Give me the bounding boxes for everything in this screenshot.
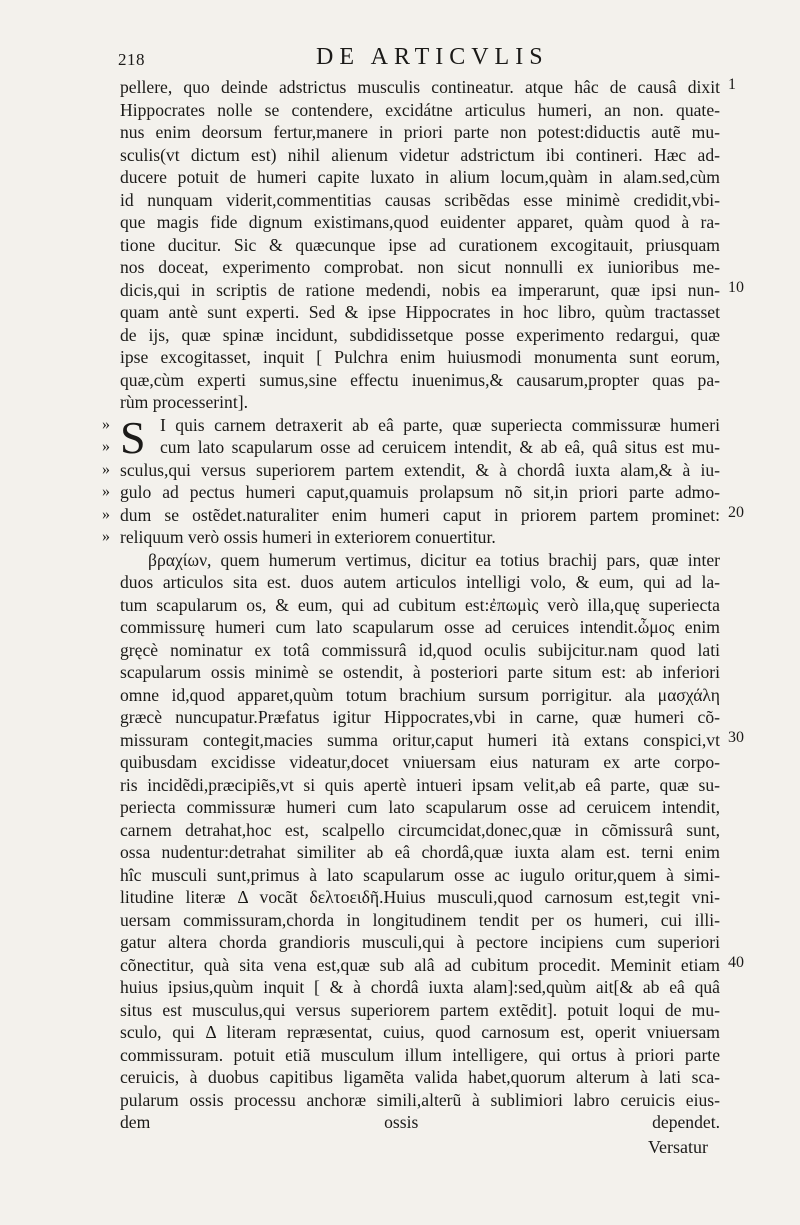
page-number: 218 bbox=[118, 50, 145, 69]
line-text: ossa nudentur:detrahat similiter ab eâ chordâ,quæ iuxta alam est. terni enim bbox=[120, 842, 720, 862]
line-text: quibusdam excidisse videatur,docet vniuersam eius naturam ex arte corpo- bbox=[120, 752, 720, 772]
line-text: omne id,quod apparet,quùm totum brachium sursum porrigitur. ala μασχάλη bbox=[120, 684, 720, 705]
line-text: duos articulos sita est. duos autem articulos intelligi volo, & eum, qui ad la- bbox=[120, 572, 720, 592]
line-text: nos doceat, experimento comprobat. non sicut nonnulli ex iunioribus me- bbox=[120, 257, 720, 277]
line-text: situs est musculus,qui versus superiorem partem extẽdit]. potuit loqui de mu- bbox=[120, 999, 720, 1020]
page-header bbox=[118, 44, 720, 74]
catchword: Versatur bbox=[648, 1137, 708, 1157]
text-line bbox=[120, 706, 720, 729]
line-text: tum scapularum os, & eum, qui ad cubitum est:ἐπωμὶς verò illa,quę superiecta bbox=[120, 594, 720, 615]
line-text: ipse excogitasset, inquit [ Pulchra enim huiusmodi monumenta sunt eorum, bbox=[120, 347, 720, 367]
text-line bbox=[120, 211, 720, 234]
text-line bbox=[120, 166, 720, 189]
text-line bbox=[120, 774, 720, 797]
margin-line-number: 10 bbox=[728, 278, 744, 296]
text-line bbox=[120, 886, 720, 909]
line-text: missuram contegit,macies summa oritur,caput humeri ità extans conspici,vt bbox=[120, 729, 720, 750]
line-text: que magis fide dignum existimans,quod euidenter apparet, quàm quod à ra- bbox=[120, 212, 720, 232]
text-line bbox=[120, 301, 720, 324]
margin-line-number: 30 bbox=[728, 728, 744, 746]
line-text: hîc musculi sunt,primus à lato scapularum osse ac iugulo oritur,quem à simi- bbox=[120, 864, 720, 885]
line-text: sculus,qui versus superiorem partem extendit, & à chordâ iuxta alam,& à iu- bbox=[120, 459, 720, 480]
text-line bbox=[120, 909, 720, 932]
line-text: ducere potuit de humeri capite luxato in alium locum,quàm in alam.sed,cùm bbox=[120, 167, 720, 187]
quotation-marker: » bbox=[102, 415, 110, 433]
line-text: cõnectitur, quà sita vena est,quæ sub alâ ad cubitum procedit. Meminit etiam bbox=[120, 954, 720, 975]
line-text: litudine literæ Δ vocãt δελτοειδῆ.Huius musculi,quod carnosum est,tegit vni- bbox=[120, 887, 720, 907]
line-text: gręcè nominatur ex totâ commissurâ id,quod oculis subijcitur.nam quod lati bbox=[120, 639, 720, 660]
text-line bbox=[102, 436, 720, 459]
line-text: nus enim deorsum fertur,manere in priori parte non potest:diductis autẽ mu- bbox=[120, 122, 720, 142]
text-line bbox=[120, 346, 720, 369]
text-line bbox=[120, 1089, 720, 1112]
text-line bbox=[120, 639, 720, 662]
text-line bbox=[120, 256, 720, 279]
text-line bbox=[120, 661, 720, 684]
line-text: græcè nuncupatur.Præfatus igitur Hippocrates,vbi in carne, quæ humeri cõ- bbox=[120, 707, 720, 727]
text-line bbox=[120, 999, 720, 1022]
line-text: βραχίων, quem humerum vertimus, dicitur ea totius brachij pars, quæ inter bbox=[148, 549, 720, 570]
text-line bbox=[120, 1066, 720, 1089]
text-line bbox=[120, 1111, 720, 1134]
line-text: sculis(vt dictum est) nihil alienum videtur adstrictum ibi contineri. Hæc ad- bbox=[120, 144, 720, 165]
line-text: periecta commissuræ humeri cum lato scapularum osse ad ceruicem intendit, bbox=[120, 797, 720, 817]
text-line bbox=[120, 391, 720, 414]
text-line bbox=[120, 189, 720, 212]
text-line bbox=[102, 504, 720, 527]
line-text: pellere, quo deinde adstrictus musculis contineatur. atque hâc de causâ dixit bbox=[120, 77, 720, 97]
line-text: quam antè sunt experti. Sed & ipse Hippocrates in hoc libro, quùm tractasset bbox=[120, 302, 720, 322]
line-text: I quis carnem detraxerit ab eâ parte, quæ superiecta commissuræ humeri bbox=[160, 414, 720, 435]
line-text: gatur altera chorda grandioris musculi,qui à pectore incipiens cum superiori bbox=[120, 932, 720, 952]
drop-capital: S bbox=[120, 411, 146, 463]
text-line bbox=[120, 99, 720, 122]
text-line bbox=[120, 594, 720, 617]
text-line bbox=[120, 76, 720, 99]
text-line bbox=[120, 864, 720, 887]
text-line bbox=[102, 481, 720, 504]
line-text: Hippocrates nolle se contendere, excidátne articulus humeri, an non. quate- bbox=[120, 99, 720, 120]
text-line bbox=[120, 369, 720, 392]
margin-line-number: 40 bbox=[728, 953, 744, 971]
text-line bbox=[120, 324, 720, 347]
text-line bbox=[120, 279, 720, 302]
text-line bbox=[120, 121, 720, 144]
text-line bbox=[120, 841, 720, 864]
text-line bbox=[120, 976, 720, 999]
line-text: sculo, qui Δ literam repræsentat, cuius, quod carnosum est, operit vniuersam bbox=[120, 1022, 720, 1042]
text-line bbox=[120, 571, 720, 594]
line-text: dum se ostẽdet.naturaliter enim humeri caput in priorem partem prominet: bbox=[120, 504, 720, 525]
quotation-marker: » bbox=[102, 460, 110, 478]
line-text: commissurę humeri cum lato scapularum osse ad ceruices intendit.ὦμος enim bbox=[120, 617, 720, 637]
line-text: dicis,qui in scriptis de ratione medendi, nobis ea imperarunt, quæ ipsi nun- bbox=[120, 279, 720, 300]
text-line bbox=[120, 1021, 720, 1044]
margin-line-number: 20 bbox=[728, 503, 744, 521]
line-text: ceruicis, à duobus capitibus ligamẽta valida habet,quorum alterum à lati sca- bbox=[120, 1067, 720, 1087]
line-text: ris incidẽdi,præcipiẽs,vt si quis apertè intueri ipsam velit,ab eâ parte, quæ su- bbox=[120, 774, 720, 795]
text-line bbox=[120, 549, 720, 572]
text-line bbox=[102, 526, 720, 549]
line-text: huius ipsius,quùm inquit [ & à chordâ iuxta alam]:sed,quùm ait[& ab eâ quâ bbox=[120, 977, 720, 997]
line-text: dem ossis dependet. bbox=[120, 1112, 720, 1132]
text-line bbox=[120, 684, 720, 707]
text-line bbox=[120, 1044, 720, 1067]
line-text: cum lato scapularum osse ad ceruicem intendit, & ab eâ, quâ situs est mu- bbox=[160, 437, 720, 457]
line-text: scapularum ossis minimè se ostendit, à posteriori parte situm est: ab inferiori bbox=[120, 662, 720, 682]
quotation-marker: » bbox=[102, 528, 110, 545]
line-text: uersam commissuram,chorda in longitudinem tendit per os humeri, cui illi- bbox=[120, 909, 720, 930]
line-text: pularum ossis processu anchoræ simili,alterũ à sublimiori labro ceruicis eius- bbox=[120, 1089, 720, 1110]
line-text: reliquum verò ossis humeri in exteriorem conuertitur. bbox=[120, 527, 496, 547]
text-line bbox=[120, 954, 720, 977]
line-text: commissuram. potuit etiã musculum illum intelligere, qui ortus à priori parte bbox=[120, 1044, 720, 1065]
text-line bbox=[120, 729, 720, 752]
text-line bbox=[120, 751, 720, 774]
line-text: gulo ad pectus humeri caput,quamuis prolapsum nõ sit,in priori parte admo- bbox=[120, 482, 720, 502]
line-text: tione ducitur. Sic & quæcunque ipse ad curationem excogitauit, priusquam bbox=[120, 234, 720, 255]
quotation-marker: » bbox=[102, 505, 110, 523]
line-text: quæ,cùm experti sumus,sine effectu inuenimus,& causarum,propter quas pa- bbox=[120, 369, 720, 390]
text-line bbox=[102, 459, 720, 482]
quotation-marker: » bbox=[102, 438, 110, 455]
text-line bbox=[120, 144, 720, 167]
line-text: de ijs, quæ spinæ incidunt, subdidissetque posse experimento redargui, quæ bbox=[120, 324, 720, 345]
line-text: rùm processerint]. bbox=[120, 392, 249, 412]
line-text: carnem detrahat,hoc est, scalpello circumcidat,donec,quæ in cõmissurâ sunt, bbox=[120, 819, 720, 840]
text-line bbox=[120, 931, 720, 954]
quotation-marker: » bbox=[102, 483, 110, 500]
running-head: DE ARTICVLIS bbox=[316, 44, 549, 70]
margin-line-number: 1 bbox=[728, 76, 736, 93]
text-line bbox=[120, 819, 720, 842]
text-line bbox=[120, 796, 720, 819]
body-text bbox=[102, 76, 720, 1134]
text-line bbox=[120, 234, 720, 257]
line-text: id nunquam viderit,commentitias causas scribẽdas esse minimè credidit,vbi- bbox=[120, 189, 720, 210]
text-line bbox=[120, 616, 720, 639]
